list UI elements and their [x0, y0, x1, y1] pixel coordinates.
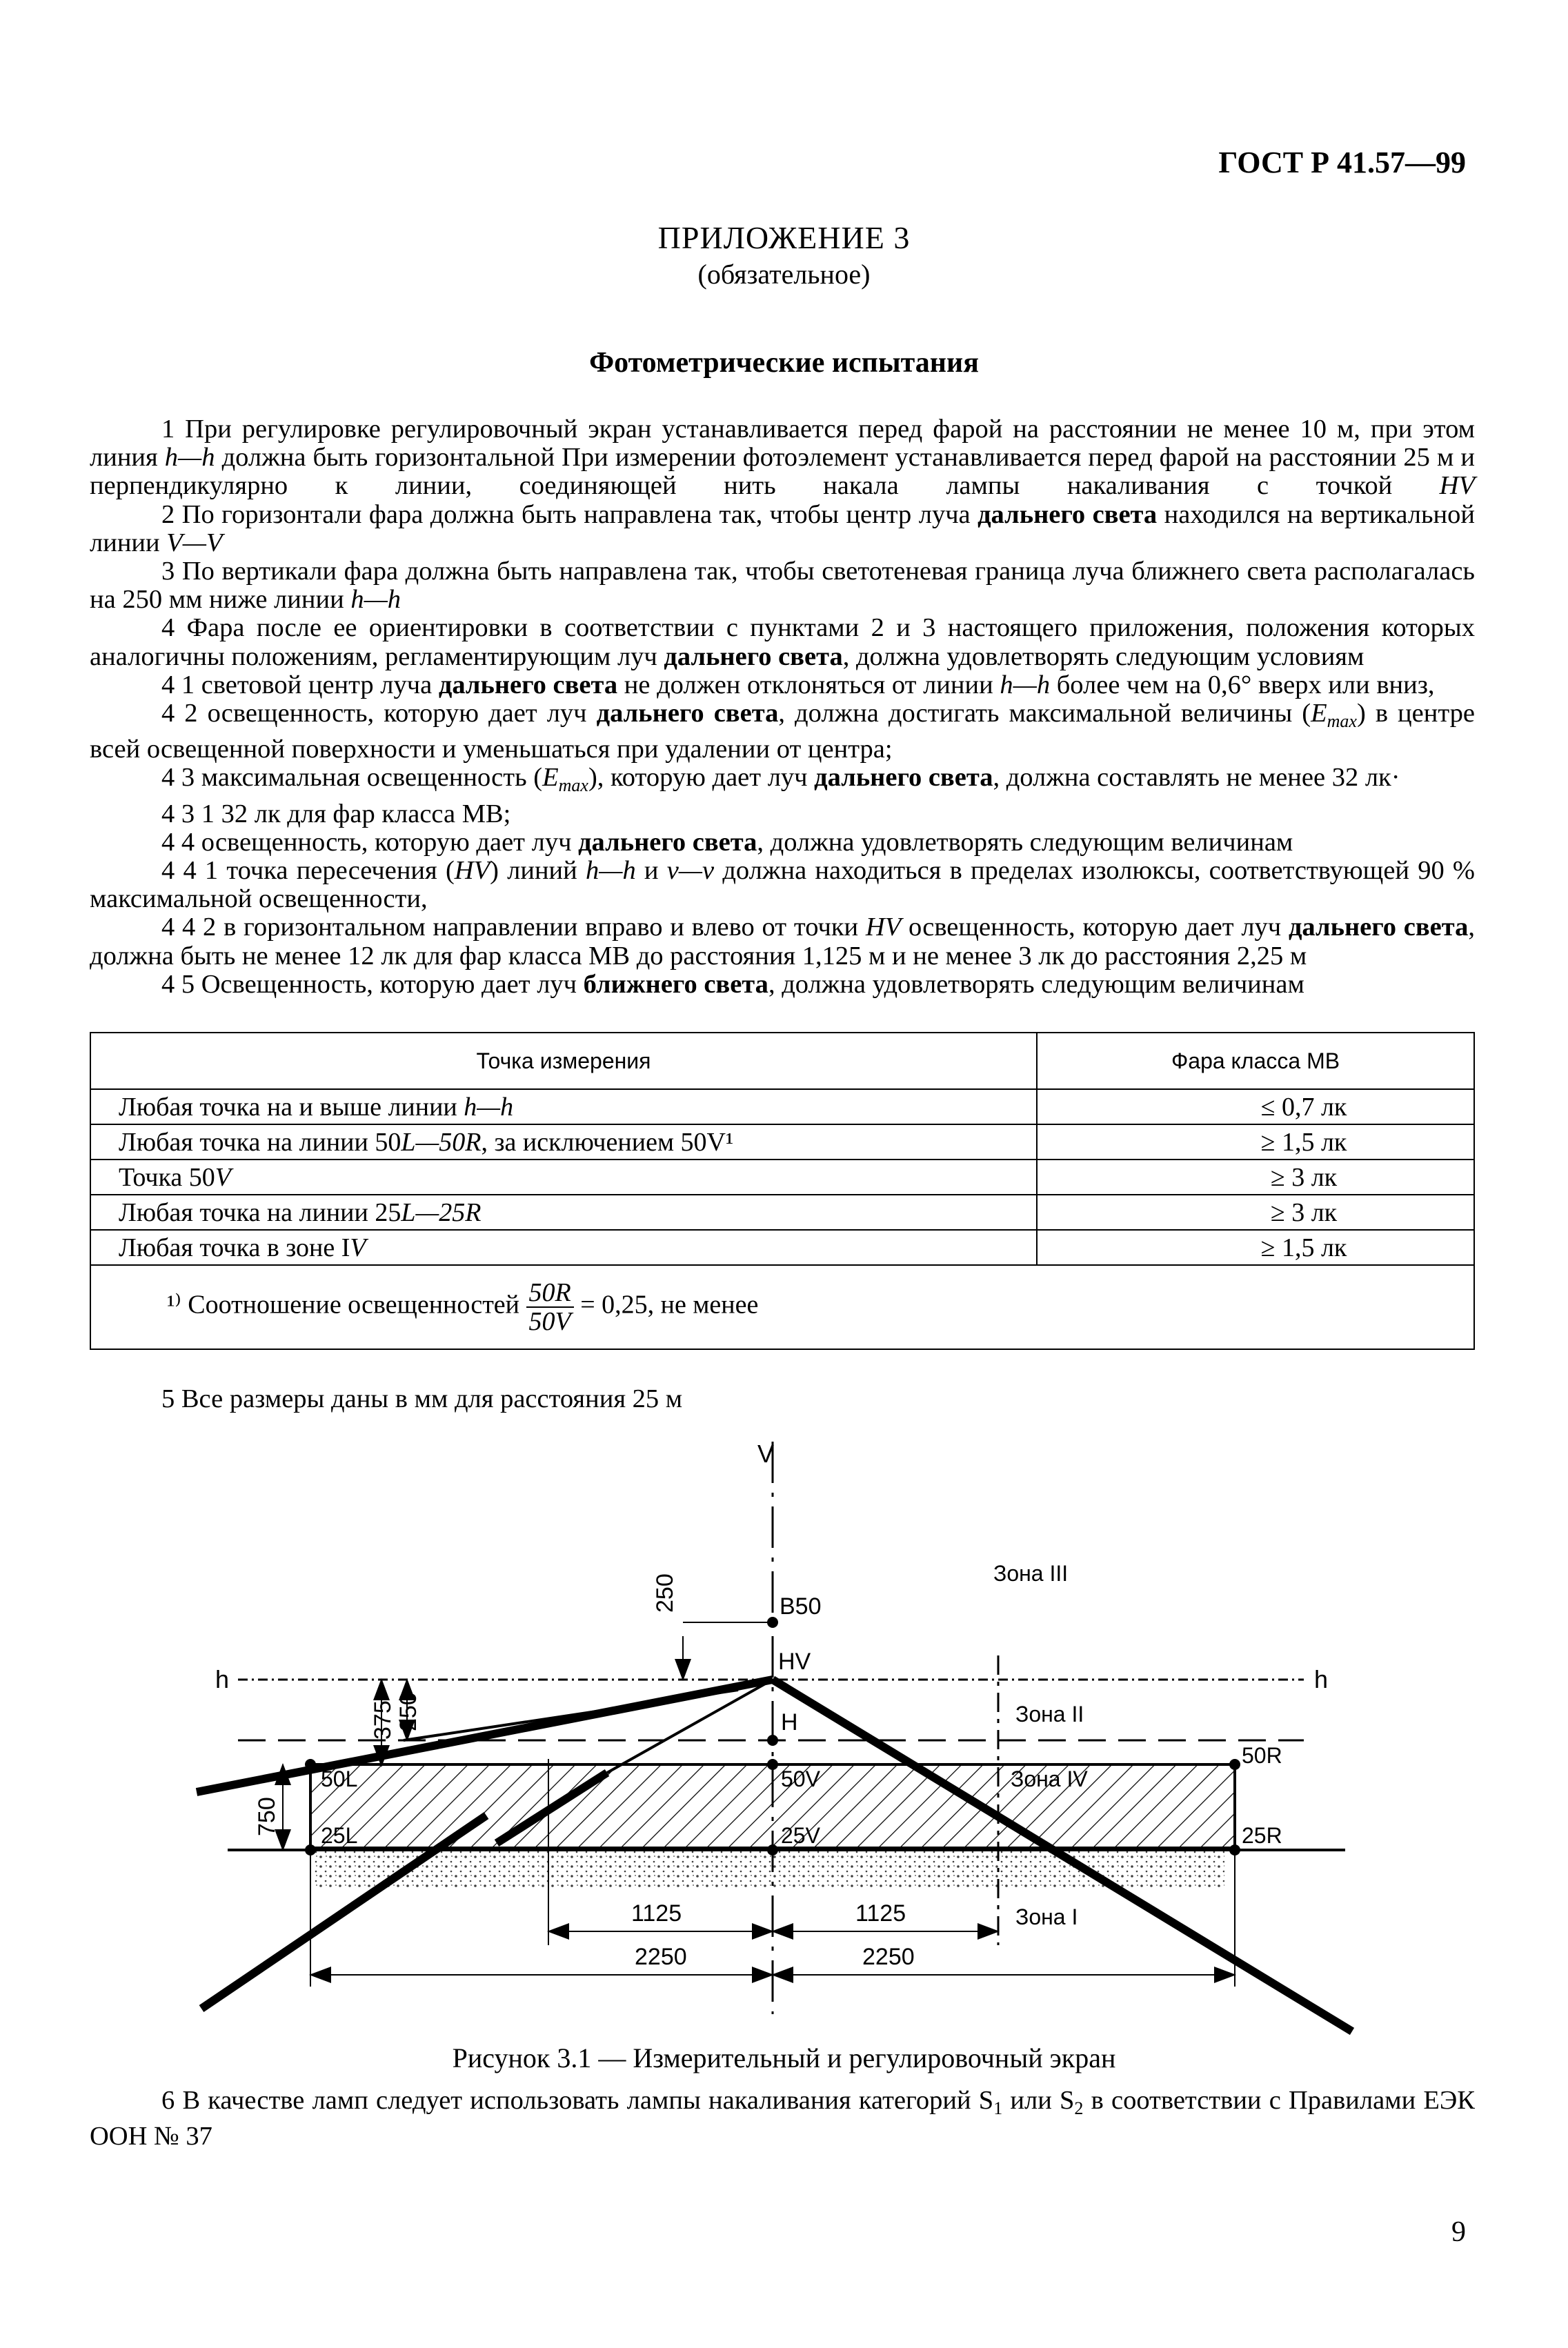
point-25r	[1229, 1844, 1240, 1855]
point-b50	[767, 1617, 778, 1628]
table-cell-point: Точка 50V	[90, 1160, 1037, 1195]
point-25l	[305, 1844, 316, 1855]
document-code: ГОСТ Р 41.57—99	[1218, 146, 1466, 179]
table-cell-point: Любая точка на линии 50L—50R, за исключением 50V¹	[90, 1124, 1037, 1160]
point-50r	[1229, 1759, 1240, 1770]
label-25l: 25L	[321, 1823, 358, 1848]
label-25r: 25R	[1242, 1823, 1282, 1848]
paragraph-2: 2 По горизонтали фара должна быть направлена так, чтобы центр луча дальнего света находился на вертикальной линии V—V	[90, 499, 1475, 557]
appendix-title: ПРИЛОЖЕНИЕ 3	[657, 220, 911, 255]
column-header-point: Точка измерения	[90, 1033, 1037, 1089]
point-50l	[305, 1759, 316, 1770]
label-50v: 50V	[781, 1767, 820, 1791]
paragraph-4-1: 4 1 световой центр луча дальнего света не должен отклоняться от линии h—h более чем на 0,6° вверх или вниз,	[161, 670, 1435, 699]
paragraph-4-4-2: 4 4 2 в горизонтальном направлении вправо и влево от точки HV освещенность, которую дает луч дальнего света, должна быть не менее 12 лк для фар класса МВ до расстояния 1,125 м и не менее 3 лк до расстояния 2,25 м	[90, 913, 1476, 971]
dim-250-top: 250	[652, 1573, 678, 1613]
paragraph-1: 1 При регулировке регулировочный экран устанавливается перед фарой на расстоянии не менее 10 м, при этом линия h—h должна быть горизонтальной При измерении фотоэлемент устанавливается перед фарой на расстоянии 25 м и перпендикулярно к линии, соединяющей нить накала лампы накаливания с точкой HV	[90, 415, 1475, 501]
table-cell-value: ≤ 0,7 лк	[1037, 1089, 1474, 1124]
label-hv: HV	[778, 1649, 811, 1675]
label-h-left: h	[215, 1665, 230, 1693]
label-25v: 25V	[781, 1823, 820, 1848]
dim-1125-right: 1125	[855, 1900, 906, 1927]
label-zone-3: Зона III	[993, 1561, 1069, 1586]
paragraph-4: 4 Фара после ее ориентировки в соответствии с пунктами 2 и 3 настоящего приложения, положения которых аналогичны положениям, регламентирующим луч дальнего света, должна удовлетворять следующим условиям	[90, 613, 1475, 671]
label-zone-2: Зона II	[1015, 1702, 1084, 1727]
left-upper-thin	[404, 1690, 738, 1740]
label-50l: 50L	[321, 1767, 358, 1791]
table-cell-point: Любая точка на и выше линии h—h	[90, 1089, 1037, 1124]
dim-375: 375	[370, 1700, 396, 1740]
dim-2250-right: 2250	[862, 1944, 915, 1970]
dim-2250-left: 2250	[635, 1944, 687, 1970]
paragraph-4-3: 4 3 максимальная освещенность $(E_{max})$, которую дает луч дальнего света, должна составлять не менее 32 лк·	[161, 763, 1400, 796]
point-50v	[767, 1759, 778, 1770]
section-title: Фотометрические испытания	[589, 347, 979, 379]
paragraph-4-5: 4 5 Освещенность, которую дает луч ближнего света, должна удовлетворять следующим величинам	[161, 969, 1304, 999]
point-25v	[767, 1844, 778, 1855]
paragraph-5: 5 Все размеры даны в мм для расстояния 25 м	[161, 1384, 683, 1413]
column-header-class: Фара класса МВ	[1037, 1033, 1474, 1089]
table-cell-value: ≥ 3 лк	[1037, 1195, 1474, 1230]
label-zone-4: Зона IV	[1011, 1767, 1088, 1791]
ratio-fraction: $\frac{50R}{50V}$	[526, 1279, 574, 1335]
label-h: H	[781, 1709, 798, 1735]
dim-750: 750	[254, 1797, 280, 1836]
appendix-subtitle: (обязательное)	[697, 259, 871, 290]
figure-caption: Рисунок 3.1 — Измерительный и регулировочный экран	[452, 2042, 1116, 2073]
label-zone-1: Зона I	[1015, 1904, 1078, 1929]
dim-1125-left: 1125	[631, 1900, 682, 1927]
paragraph-6: 6 В качестве ламп следует использовать лампы накаливания категорий $S_1$ или $S_2$ в соответствии с Правилами ЕЭК ООН № 37	[90, 2086, 1475, 2151]
table-cell-point: Любая точка в зоне IV	[90, 1230, 1037, 1265]
paragraph-4-4: 4 4 освещенность, которую дает луч дальнего света, должна удовлетворять следующим величинам	[161, 827, 1293, 857]
paragraph-4-3-1: 4 3 1 32 лк для фар класса МВ;	[161, 799, 511, 828]
table-footnote: ¹⁾ Соотношение освещенностей $\frac{50R}{50V}$ = 0,25, не менее	[90, 1265, 1474, 1349]
paragraph-3: 3 По вертикали фара должна быть направлена так, чтобы светотеневая граница луча ближнего света располагалась на 250 мм ниже линии h—h	[90, 557, 1475, 615]
label-v: V	[757, 1440, 775, 1468]
dim-250-mid: 250	[395, 1692, 421, 1731]
label-50r: 50R	[1242, 1743, 1282, 1768]
page-number: 9	[1451, 2216, 1466, 2248]
paragraph-4-4-1: 4 4 1 точка пересечения (HV) линий h—h и v—v должна находиться в пределах изолюксы, соответствующей 90 % максимальной освещенности,	[90, 856, 1475, 914]
table-cell-value: ≥ 1,5 лк	[1037, 1124, 1474, 1160]
table-cell-value: ≥ 1,5 лк	[1037, 1230, 1474, 1265]
table-cell-value: ≥ 3 лк	[1037, 1160, 1474, 1195]
point-h	[767, 1735, 778, 1746]
label-h-right: h	[1314, 1665, 1329, 1693]
paragraph-4-2: 4 2 освещенность, которую дает луч дальнего света, должна достигать максимальной величины $(E_{max})$ в центре всей освещенной поверхности и уменьшаться при удалении от центра;	[90, 699, 1475, 764]
table-cell-point: Любая точка на линии 25L—25R	[90, 1195, 1037, 1230]
label-b50: B50	[780, 1593, 822, 1620]
